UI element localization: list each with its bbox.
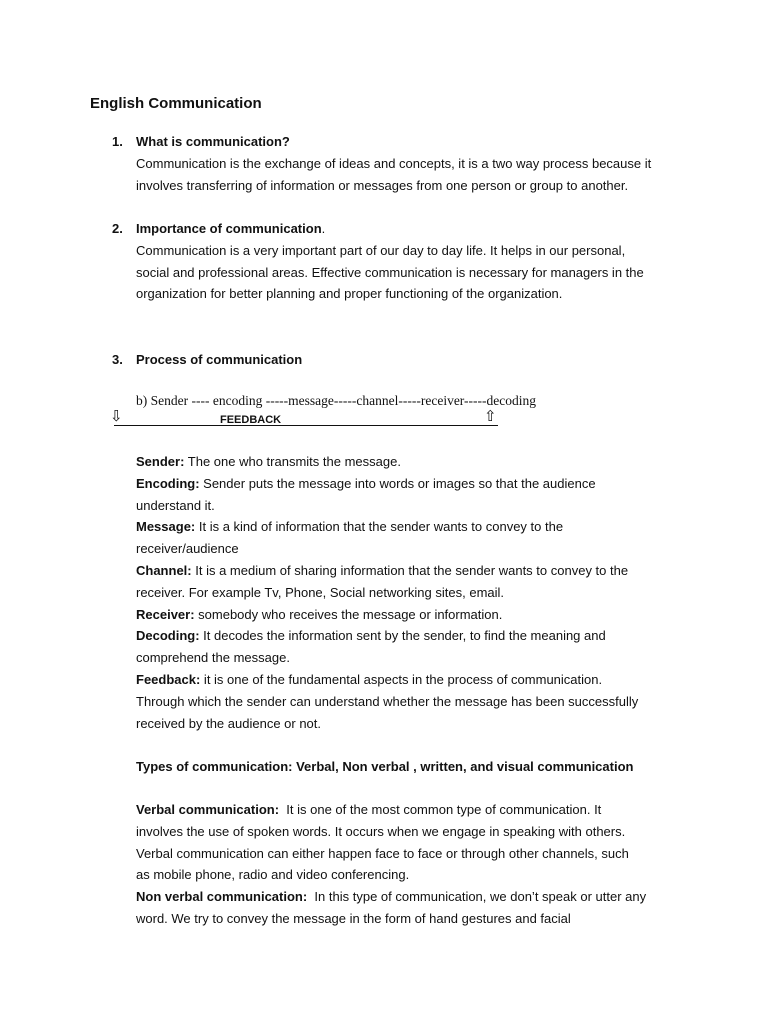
definition-term: Sender: [136, 454, 185, 469]
arrow-down-icon: ⇩ [110, 408, 123, 425]
definition-term: Message: [136, 519, 196, 535]
feedback-underline [114, 425, 498, 426]
definition-term: Channel: [136, 562, 192, 578]
communication-types-block [136, 799, 696, 930]
process-flow-line: b) Sender ---- encoding -----message-----channel-----receiver-----decoding [136, 393, 536, 408]
definitions-block [136, 451, 696, 734]
nonverbal-line-1: Non verbal communication: In this type of communication, we don’t speak or utter any [136, 889, 647, 905]
definition-receiver: Receiver: somebody who receives the message or information. [136, 606, 503, 622]
definition-term: Receiver: [136, 606, 195, 622]
section-1 [136, 131, 696, 196]
section-3-heading: Process of communication [136, 352, 303, 367]
feedback-label: FEEDBACK [220, 414, 282, 426]
definition-channel: Channel: It is a medium of sharing information that the sender wants to convey to the [136, 562, 629, 578]
section-2 [136, 218, 696, 305]
definition-term: Encoding: [136, 475, 200, 491]
verbal-line-2: involves the use of spoken words. It occurs when we engage in speaking with others. [136, 823, 626, 839]
feedback-loop [110, 408, 500, 430]
definition-term: Decoding: [136, 628, 200, 644]
definition-message: Message: It is a kind of information that the sender wants to convey to the [136, 519, 564, 535]
section-2-heading: Importance of communication [136, 221, 322, 236]
section-1-heading: What is communication? [136, 134, 290, 149]
verbal-term: Verbal communication: [136, 802, 280, 817]
section-2-heading-suffix: . [321, 221, 326, 236]
definition-decoding: Decoding: It decodes the information sent by the sender, to find the meaning and [136, 628, 606, 644]
section-2-body-line-3: organization for better planning and proper functioning of the organization. [136, 286, 563, 302]
definition-message-cont: receiver/audience [136, 541, 239, 557]
arrow-up-icon: ⇧ [484, 408, 497, 425]
nonverbal-term: Non verbal communication: [136, 889, 308, 905]
definition-channel-cont: receiver. For example Tv, Phone, Social networking sites, email. [136, 584, 505, 600]
section-3-number: 3. [112, 352, 123, 367]
definition-encoding-cont: understand it. [136, 497, 215, 513]
verbal-line-3: Verbal communication can either happen face to face or through other channels, such [136, 845, 629, 861]
definition-encoding: Encoding: Sender puts the message into words or images so that the audience [136, 475, 596, 491]
section-2-body-line-1: Communication is a very important part of our day to day life. It helps in our personal, [136, 242, 626, 258]
section-2-number: 2. [112, 221, 123, 236]
definition-term: Feedback: [136, 671, 201, 687]
definition-feedback-cont-1: Through which the sender can understand whether the message has been successfully [136, 693, 639, 709]
section-3 [136, 349, 696, 371]
section-1-body-line-1: Communication is the exchange of ideas and concepts, it is a two way process because it [136, 155, 652, 171]
definition-feedback-cont-2: received by the audience or not. [136, 715, 322, 731]
types-heading: Types of communication: Verbal, Non verbal , written, and visual communication [136, 759, 634, 774]
section-2-heading-line [136, 218, 696, 240]
definition-decoding-cont: comprehend the message. [136, 650, 290, 666]
definition-feedback: Feedback: it is one of the fundamental aspects in the process of communication. [136, 671, 603, 687]
section-2-body-line-2: social and professional areas. Effective communication is necessary for managers in the [136, 264, 644, 280]
definition-sender: Sender: The one who transmits the message. [136, 454, 401, 469]
nonverbal-line-2: word. We try to convey the message in the form of hand gestures and facial [136, 910, 571, 926]
section-1-number: 1. [112, 134, 123, 149]
verbal-line-1: Verbal communication: It is one of the most common type of communication. It [136, 802, 602, 817]
section-1-body-line-2: involves transferring of information or messages from one person or group to another. [136, 177, 629, 193]
document-title: English Communication [90, 95, 262, 112]
verbal-line-4: as mobile phone, radio and video conferencing. [136, 867, 410, 883]
